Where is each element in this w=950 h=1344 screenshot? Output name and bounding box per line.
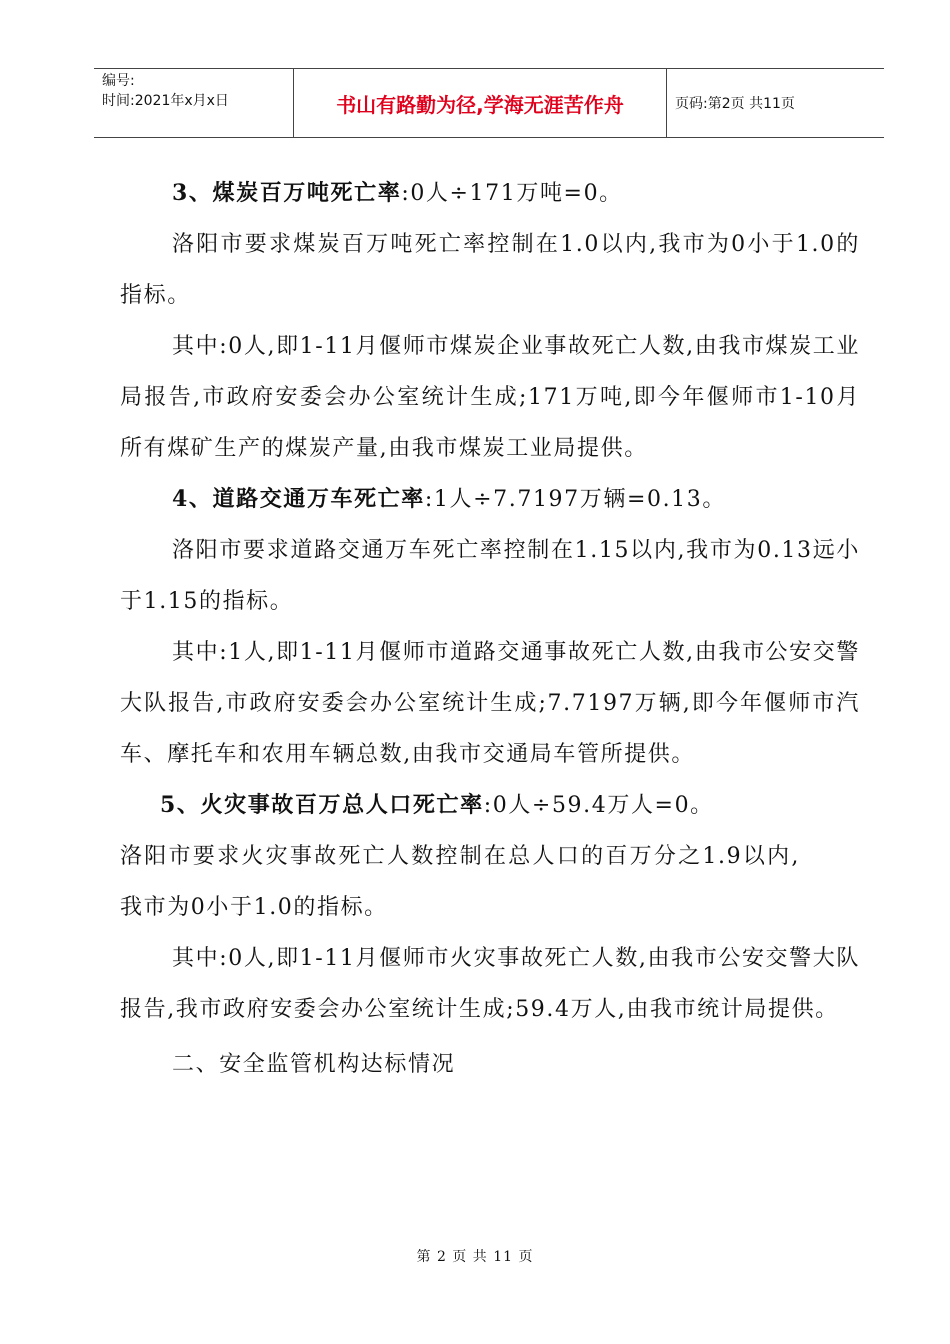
section-5-paragraph-1: 洛阳市要求火灾事故死亡人数控制在总人口的百万分之1.9以内,我市为0小于1.0的指标。 bbox=[120, 844, 800, 920]
section-4-formula: :1人÷7.7197万辆=0.13。 bbox=[424, 487, 726, 512]
section-4-heading bbox=[120, 474, 860, 525]
section-3-paragraph-1: 洛阳市要求煤炭百万吨死亡率控制在1.0以内,我市为0小于1.0的指标。 bbox=[120, 232, 860, 308]
section-2-heading: 二、安全监管机构达标情况 bbox=[172, 1052, 456, 1077]
section-4-title: 4、道路交通万车死亡率 bbox=[172, 486, 425, 512]
header-number: 编号: bbox=[102, 73, 135, 89]
section-5-title: 5、火灾事故百万总人口死亡率 bbox=[160, 792, 484, 818]
section-5-paragraph-2: 其中:0人,即1-11月偃师市火灾事故死亡人数,由我市公安交警大队报告,我市政府安委会办公室统计生成;59.4万人,由我市统计局提供。 bbox=[120, 946, 860, 1022]
header-page-number: 页码:第2页 共11页 bbox=[675, 96, 795, 112]
header-motto: 书山有路勤为径,学海无涯苦作舟 bbox=[294, 69, 667, 137]
section-3-title: 3、煤炭百万吨死亡率 bbox=[172, 180, 402, 206]
section-5-formula: :0人÷59.4万人=0。 bbox=[483, 793, 714, 818]
section-4-paragraph-1: 洛阳市要求道路交通万车死亡率控制在1.15以内,我市为0.13远小于1.15的指标。 bbox=[120, 538, 860, 614]
page-footer: 第 2 页 共 11 页 bbox=[416, 1249, 534, 1265]
section-4-paragraph-2: 其中:1人,即1-11月偃师市道路交通事故死亡人数,由我市公安交警大队报告,市政府安委会办公室统计生成;7.7197万辆,即今年偃师市汽车、摩托车和农用车辆总数,由我市交通局车管所提供。 bbox=[120, 640, 860, 767]
section-3-heading bbox=[120, 168, 860, 219]
section-3-formula: :0人÷171万吨=0。 bbox=[401, 181, 623, 206]
header-time: 时间:2021年x月x日 bbox=[102, 93, 229, 109]
document-body bbox=[120, 168, 860, 1090]
section-5-heading bbox=[120, 780, 860, 831]
header-meta bbox=[94, 69, 294, 137]
section-3-paragraph-2: 其中:0人,即1-11月偃师市煤炭企业事故死亡人数,由我市煤炭工业局报告,市政府安委会办公室统计生成;171万吨,即今年偃师市1-10月所有煤矿生产的煤炭产量,由我市煤炭工业局提供。 bbox=[120, 334, 860, 461]
page-header bbox=[94, 68, 884, 138]
